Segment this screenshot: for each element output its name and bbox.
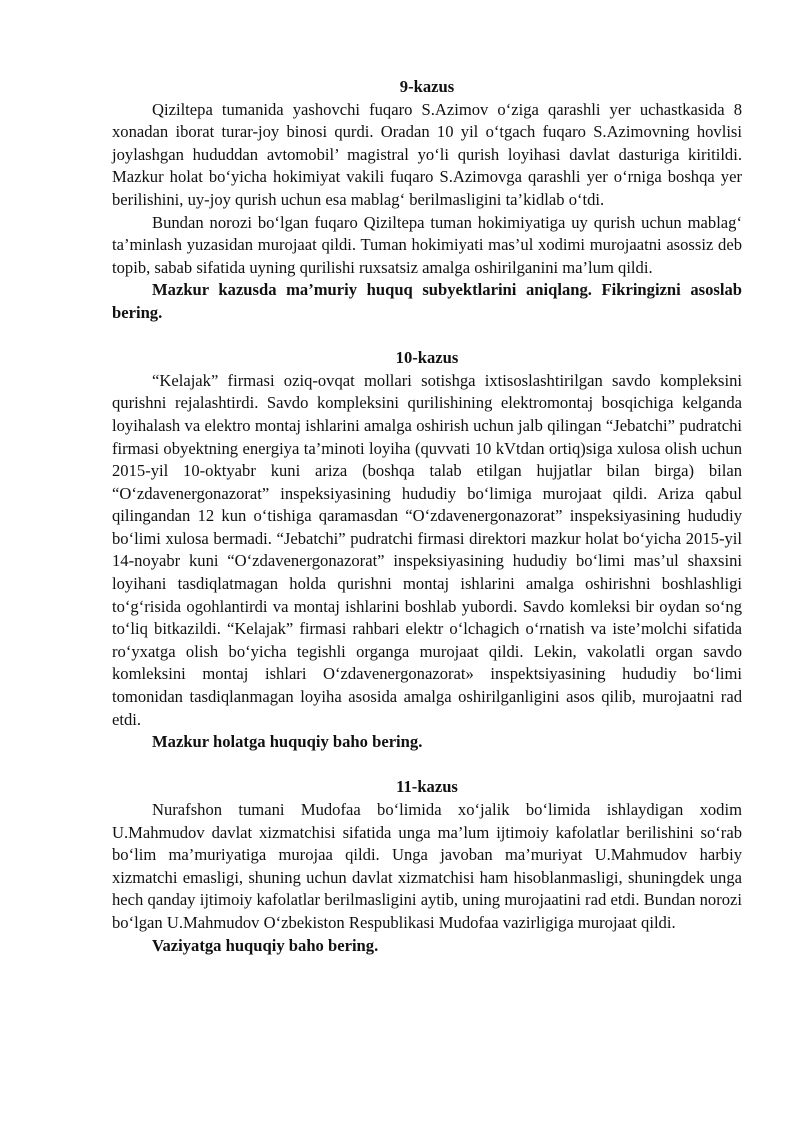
case-paragraph: Nurafshon tumani Mudofaa bo‘limida xo‘jalik bo‘limida ishlaydigan xodim U.Mahmudov davlat xizmatchisi sifatida unga ma’lum ijtimoiy kafolatlar berilishini so‘rab bo‘lim ma’muriyatiga murojaa qildi. Unga javoban ma’muriyat U.Mahmudov harbiy xizmatchi emasligi, shuning uchun davlat xizmatchisi ham hisoblanmasligi, shuningdek unga hech qanday ijtimoiy kafolatlar berilmasligini aytib, uning murojaatini rad etdi. Bundan norozi bo‘lgan U.Mahmudov O‘zbekiston Respublikasi Mudofaa vazirligiga murojaat qildi. (112, 800, 742, 932)
case-11 (112, 776, 742, 957)
case-paragraph: “Kelajak” firmasi oziq-ovqat mollari sotishga ixtisoslashtirilgan savdo kompleksini qurishni rejalashtirdi. Savdo kompleksini qurilishining elektromontaj bosqichiga kelganda loyihalash va elektro montaj ishlarini amalga oshirish uchun jalb qilingan “Jebatchi” pudratchi firmasi obyektning energiya ta’minoti loyiha (quvvati 10 kVtdan ortiq)siga xulosa olish uchun 2015-yil 10-oktyabr kuni ariza (boshqa talab etilgan hujjatlar bilan birga) bilan “O‘zdavenergonazorat” inspeksiyasining hududiy bo‘limiga murojaat qildi. Ariza qabul qilingandan 12 kun o‘tishiga qaramasdan “O‘zdavenergonazorat” inspeksiyasining hududiy bo‘limi xulosa bermadi. “Jebatchi” pudratchi firmasi direktori mazkur holat bo‘yicha 2015-yil 14-noyabr kuni “O‘zdavenergonazorat” inspeksiyasining hududiy bo‘limi mas’ul shaxsini loyihani tasdiqlatmagan holda qurishni montaj ishlarini amalga oshirishni boshlashligi to‘g‘risida ogohlantirdi va montaj ishlarini boshlab yubordi. Savdo komleksi bir oydan so‘ng to‘liq bitkazildi. “Kelajak” firmasi rahbari elektr o‘lchagich o‘rnatish va iste’molchi sifatida ro‘yxatga olish bo‘yicha tegishli organga murojaat qildi. Lekin, vakolatli organ savdo komleksini montaj ishlari O‘zdavenergonazorat» inspektsiyasining hududiy bo‘limi tomonidan tasdiqlanmagan loyiha asosida amalga oshirilganligini asos qilib, murojaatni rad etdi. (112, 370, 742, 729)
spacer (112, 754, 742, 777)
case-10 (112, 347, 742, 754)
case-9 (112, 76, 742, 325)
case-title: 11-kazus (396, 777, 458, 797)
case-title: 9-kazus (399, 77, 455, 96)
case-task: Vaziyatga huquqiy baho bering. (152, 935, 379, 955)
case-task: Mazkur kazusda ma’muriy huquq subyektlarini aniqlang. Fikringizni asoslab bering. (112, 280, 742, 322)
case-paragraph: Qiziltepa tumanida yashovchi fuqaro S.Azimov o‘ziga qarashli yer uchastkasida 8 xonadan iborat turar-joy binosi qurdi. Oradan 10 yil o‘tgach fuqaro S.Azimovning hovlisi joylashgan hududdan avtomobil’ magistral yo‘li qurish loyihasi davlat dasturiga kiritildi. Mazkur holat bo‘yicha hokimiyat vakili fuqaro S.Azimovga qarashli yer o‘rniga boshqa yer berilishini, uy-joy qurish uchun esa mablag‘ berilmasligini ta’kidlab o‘tdi. (112, 99, 742, 209)
case-task: Mazkur holatga huquqiy baho bering. (152, 732, 423, 752)
document-page (112, 76, 742, 957)
case-title: 10-kazus (395, 348, 459, 368)
spacer (112, 325, 742, 348)
case-paragraph: Bundan norozi bo‘lgan fuqaro Qiziltepa tuman hokimiyatiga uy qurish uchun mablag‘ ta’minlash yuzasidan murojaat qildi. Tuman hokimiyati mas’ul xodimi murojaatni asossiz deb topib, sabab sifatida uyning qurilishi ruxsatsiz amalga oshirilganini ma’lum qildi. (112, 212, 742, 277)
